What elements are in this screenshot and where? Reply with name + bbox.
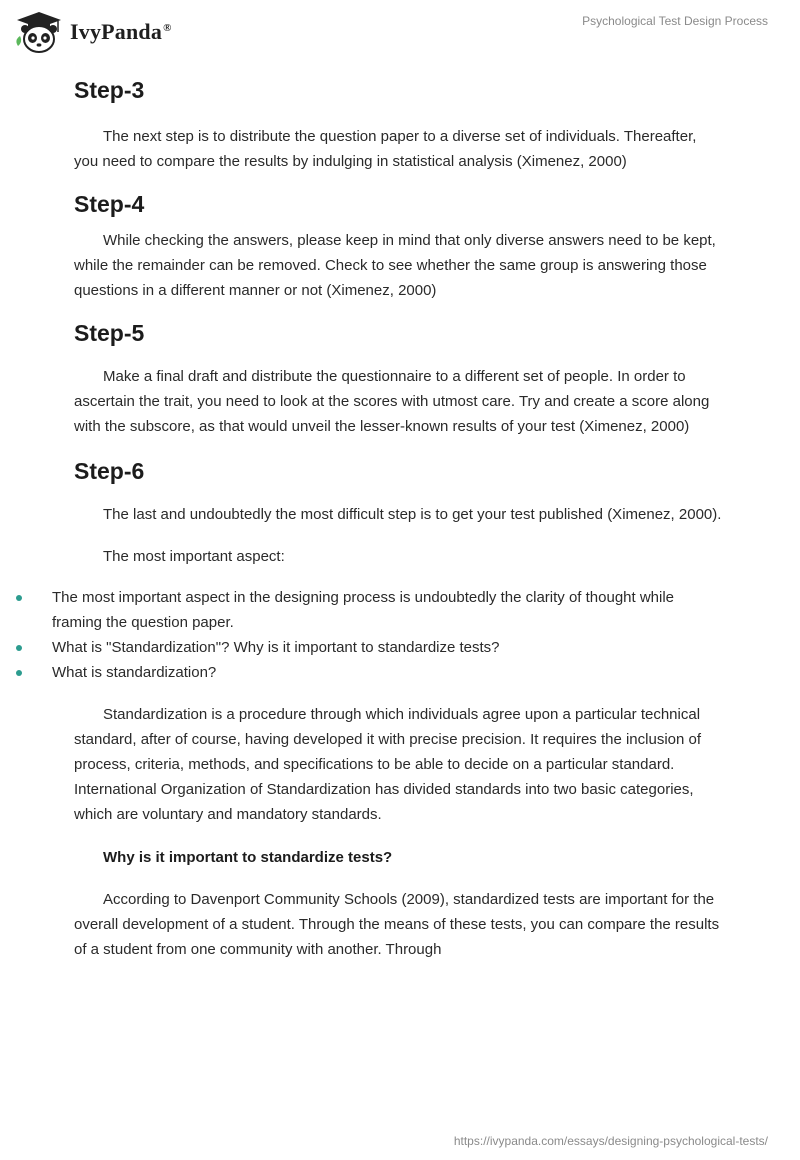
panda-graduate-icon [14, 10, 64, 54]
bullet-text: The most important aspect in the designing process is undoubtedly the clarity of thought while framing the question paper. [52, 589, 675, 631]
bullet-dot-icon [16, 645, 22, 651]
step6-intro: The most important aspect: [103, 548, 285, 565]
registered-mark: ® [163, 21, 172, 34]
step5-heading: Step-5 [74, 320, 145, 346]
step3-paragraph: The next step is to distribute the question paper to a diverse set of individuals. Thereafter, you need to compare the results by indulging in statistical analysis (Ximenez, 2000) [74, 128, 697, 170]
document-title: Psychological Test Design Process [582, 14, 768, 28]
bullet-item [0, 660, 724, 685]
page-header [0, 0, 800, 62]
step4-heading: Step-4 [74, 191, 145, 217]
footer-url[interactable]: https://ivypanda.com/essays/designing-psychological-tests/ [453, 1134, 768, 1148]
why-paragraph: According to Davenport Community Schools (2009), standardized tests are important for the overall development of a student. Through the means of these tests, you can compare the results of a student from one community with another. Through [74, 891, 720, 958]
step3-heading: Step-3 [74, 77, 145, 103]
step5-paragraph: Make a final draft and distribute the questionnaire to a different set of people. In order to ascertain the trait, you need to look at the scores with utmost care. Try and create a score along with the subscore, as that would unveil the lesser-known results of your test (Ximenez, 2000) [74, 368, 710, 435]
standardization-paragraph: Standardization is a procedure through which individuals agree upon a particular technical standard, after of course, having developed it with precise precision. It requires the inclusion of process, criteria, methods, and specifications to be able to decide on a particular standard. International Organization of Standardization has divided standards into two basic categories, which are voluntary and mandatory standards. [74, 706, 702, 823]
bullet-text: What is standardization? [52, 664, 217, 681]
aspect-bullet-list [0, 585, 724, 685]
step6-paragraph: The last and undoubtedly the most difficult step is to get your test published (Ximenez, 2000). [103, 506, 722, 523]
bullet-item [0, 585, 724, 635]
why-heading: Why is it important to standardize tests? [103, 849, 393, 866]
step6-heading: Step-6 [74, 458, 145, 484]
bullet-dot-icon [16, 670, 22, 676]
essay-content [52, 70, 724, 962]
bullet-text: What is "Standardization"? Why is it important to standardize tests? [52, 639, 500, 656]
bullet-item [0, 635, 724, 660]
brand-text: IvyPanda [70, 19, 163, 44]
brand-name [70, 19, 172, 45]
bullet-dot-icon [16, 595, 22, 601]
ivypanda-logo[interactable] [14, 10, 172, 54]
step4-paragraph: While checking the answers, please keep in mind that only diverse answers need to be kept, while the remainder can be removed. Check to see whether the same group is answering those questions in a different manner or not (Ximenez, 2000) [74, 232, 716, 299]
